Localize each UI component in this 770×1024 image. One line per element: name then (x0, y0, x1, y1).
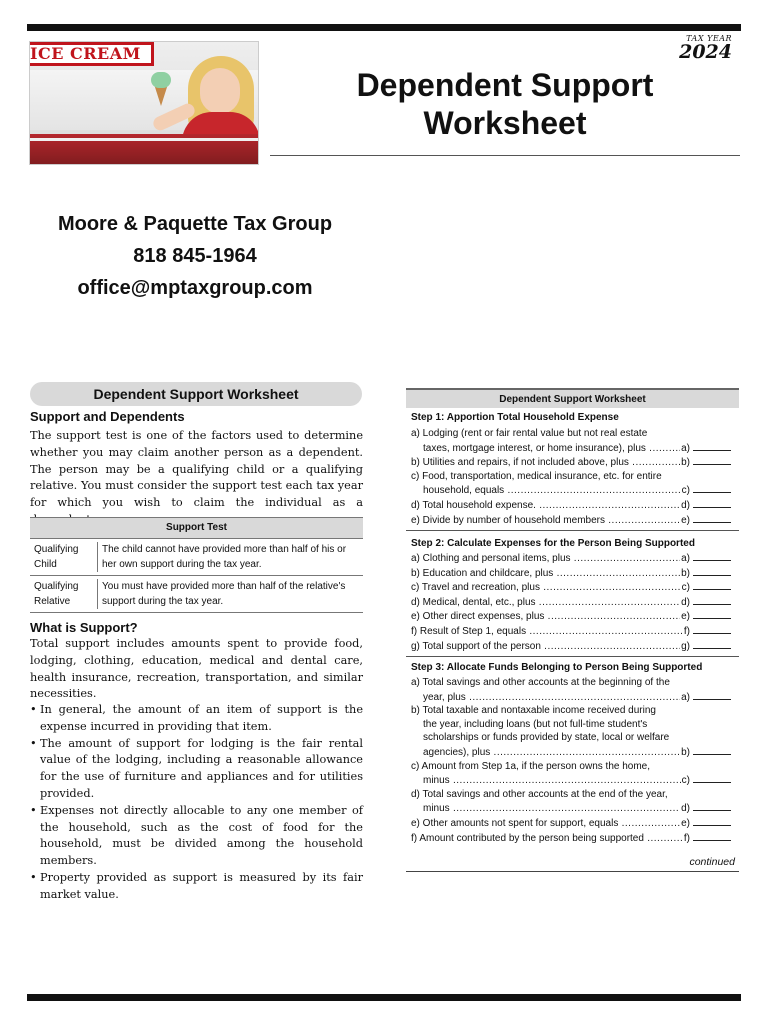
table-row (30, 538, 363, 576)
tax-year-label: TAX YEAR (686, 34, 732, 43)
step2-line-e: e) Other direct expenses, plus ..... e) (411, 609, 731, 624)
step3-line-c: minus ..... c) (411, 773, 731, 788)
table-row-text: The child cannot have provided more than half of his or her own support during the tax year. (97, 542, 363, 572)
step3-a-field[interactable] (693, 690, 731, 700)
step1-line-a: taxes, mortgage interest, or home insurance), plus ..... a) (411, 441, 731, 456)
worksheet-header: Dependent Support Worksheet (406, 388, 739, 408)
step2-c-field[interactable] (693, 580, 731, 590)
step1-title: Step 1: Apportion Total Household Expense (411, 412, 619, 423)
step-separator (406, 530, 739, 531)
support-test-table (30, 517, 363, 613)
photo-person-face (200, 68, 240, 114)
header-photo (29, 41, 259, 165)
support-test-header: Support Test (30, 517, 363, 538)
support-paragraph: The support test is one of the factors used to determine whether you may claim another person as a dependent. The person may be a qualifying child or a qualifying relative. You must consider the support test each tax year for which you wish to claim the individual as a (30, 429, 363, 510)
step2-f-field[interactable] (693, 624, 731, 634)
ice-cream-scoop-icon (151, 72, 171, 88)
step3-line-a1: a) Total savings and other accounts at the beginning of the (411, 677, 670, 688)
title-rule (270, 155, 740, 156)
step-separator (406, 656, 739, 657)
step1-a-field[interactable] (693, 441, 731, 451)
list-item: • Property provided as support is measured by its fair market value. (30, 870, 363, 904)
step3-line-a: year, plus ..... a) (411, 690, 731, 705)
page-title (300, 66, 710, 142)
page-title-line1: Dependent Support (356, 67, 654, 103)
page-title-line2: Worksheet (423, 105, 587, 141)
step3-line-e: e) Other amounts not spent for support, equals ..... e) (411, 816, 731, 831)
step1-e-field[interactable] (693, 513, 731, 523)
photo-sign: ICE CREAM (29, 42, 154, 66)
step2-title: Step 2: Calculate Expenses for the Person Being Supported (411, 538, 695, 549)
step1-c-field[interactable] (693, 483, 731, 493)
step3-line-b2: the year, including loans (but not full-time student's (423, 718, 648, 730)
step2-d-field[interactable] (693, 595, 731, 605)
continued-note: continued (689, 856, 735, 868)
step1-line-a1: a) Lodging (rent or fair rental value but not real estate (411, 428, 648, 439)
step3-c-field[interactable] (693, 773, 731, 783)
step2-a-field[interactable] (693, 551, 731, 561)
step3-line-b: agencies), plus ..... b) (411, 745, 731, 760)
step3-f-field[interactable] (693, 831, 731, 841)
step3-d-field[interactable] (693, 801, 731, 811)
firm-phone: 818 845-1964 (133, 245, 257, 267)
step1-b-field[interactable] (693, 455, 731, 465)
step2-line-g: g) Total support of the person ..... g) (411, 639, 731, 654)
list-item: • Expenses not directly allocable to any one member of the household, such as the cost of food for the household, must be divided among the household members. (30, 803, 363, 870)
step2-b-field[interactable] (693, 566, 731, 576)
step2-line-c: c) Travel and recreation, plus ..... c) (411, 580, 731, 595)
what-paragraph: Total support includes amounts spent to provide food, lodging, clothing, education, medical and dental care, health insurance, recreation, transportation, and similar necessities. (30, 637, 363, 701)
list-item: • In general, the amount of an item of support is the expense incurred in providing that item. (30, 702, 363, 736)
step1-d-field[interactable] (693, 498, 731, 508)
bottom-rule (27, 994, 741, 1001)
step1-line-e: e) Divide by number of household members ..... e) (411, 513, 731, 528)
step3-line-d: minus ..... d) (411, 801, 731, 816)
step3-title: Step 3: Allocate Funds Belonging to Person Being Supported (411, 662, 703, 673)
tax-year-badge (640, 34, 732, 63)
step3-line-b1: b) Total taxable and nontaxable income received during (411, 705, 656, 717)
step2-line-f: f) Result of Step 1, equals ..... f) (411, 624, 731, 639)
step3-b-field[interactable] (693, 745, 731, 755)
tax-year-value: 2024 (679, 41, 732, 63)
table-row-label: Qualifying Child (34, 544, 79, 570)
step1-line-c: household, equals ..... c) (411, 483, 731, 498)
table-row (30, 576, 363, 613)
step2-line-d: d) Medical, dental, etc., plus ..... d) (411, 595, 731, 610)
step1-lines (411, 427, 731, 527)
step3-line-c1: c) Amount from Step 1a, if the person owns the home, (411, 760, 651, 772)
support-heading: Support and Dependents (30, 409, 185, 424)
step3-line-d1: d) Total savings and other accounts at the end of the year, (411, 788, 668, 800)
step2-g-field[interactable] (693, 639, 731, 649)
step1-line-b: b) Utilities and repairs, if not included above, plus ..... b) (411, 455, 731, 470)
step3-lines (411, 676, 731, 845)
photo-counter-trim (30, 138, 259, 141)
step1-line-c1: c) Food, transportation, medical insurance, etc. for entire (411, 470, 662, 482)
step3-e-field[interactable] (693, 816, 731, 826)
firm-email: office@mptaxgroup.com (77, 277, 313, 299)
what-heading: What is Support? (30, 620, 138, 635)
step2-lines (411, 551, 731, 653)
support-bullets (30, 702, 363, 904)
list-item: • The amount of support for lodging is the fair rental value of the lodging, including a reasonable allowance for the use of furniture and appliances and for utilities provided. (30, 736, 363, 803)
top-rule (27, 24, 741, 31)
step1-line-d: d) Total household expense. ..... d) (411, 498, 731, 513)
firm-name: Moore & Paquette Tax Group (57, 213, 333, 235)
table-row-label: Qualifying Relative (34, 581, 79, 607)
table-row-text: You must have provided more than half of the relative's support during the tax year. (97, 579, 363, 609)
step3-line-f: f) Amount contributed by the person being supported ..... f) (411, 831, 731, 846)
step2-line-b: b) Education and childcare, plus ..... b) (411, 566, 731, 581)
step2-e-field[interactable] (693, 609, 731, 619)
step3-line-b3: scholarships or funds provided by state, local or welfare (423, 732, 670, 744)
section-title-pill: Dependent Support Worksheet (30, 382, 362, 406)
step2-line-a: a) Clothing and personal items, plus ..... a) (411, 551, 731, 566)
firm-contact (30, 208, 360, 304)
